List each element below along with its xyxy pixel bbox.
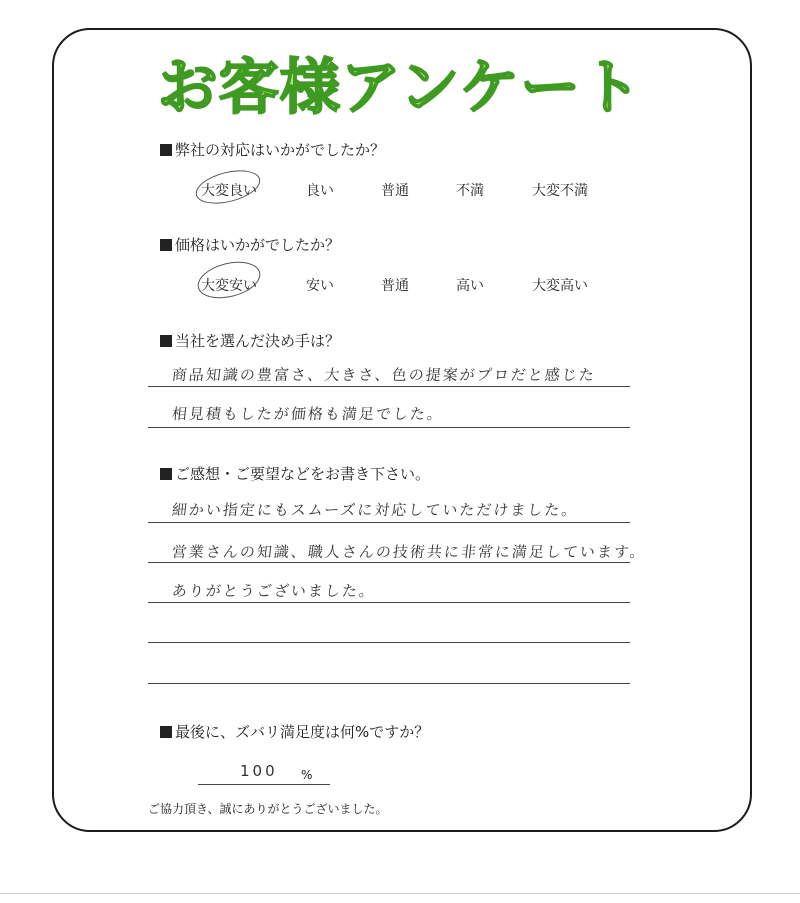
question-label: 弊社の対応はいかがでしたか？ bbox=[175, 141, 386, 159]
answer-rule bbox=[148, 522, 630, 523]
handwritten-answer-line: ありがとうございました。 bbox=[171, 582, 377, 600]
q2-option-3[interactable]: 普通 bbox=[381, 278, 409, 294]
closing-message: ご協力頂き、誠にありがとうございました。 bbox=[148, 802, 388, 816]
question-deciding-factor bbox=[160, 330, 340, 351]
bullet-square-icon bbox=[160, 726, 172, 738]
question-satisfaction bbox=[160, 139, 385, 160]
bullet-square-icon bbox=[160, 144, 172, 156]
question-label: 最後に、ズバリ満足度は何%ですか？ bbox=[175, 723, 430, 741]
question-satisfaction-percent bbox=[160, 721, 429, 742]
satisfaction-percent-value[interactable]: 100 bbox=[240, 762, 278, 780]
q2-option-1[interactable]: 大変安い bbox=[201, 278, 257, 294]
q2-option-2[interactable]: 安い bbox=[306, 278, 334, 294]
q1-option-5[interactable]: 大変不満 bbox=[532, 183, 588, 199]
handwritten-answer-line: 商品知識の豊富さ、大きさ、色の提案がプロだと感じた bbox=[171, 366, 597, 384]
q2-option-4[interactable]: 高い bbox=[456, 278, 484, 294]
handwritten-answer-line: 営業さんの知識、職人さんの技術共に非常に満足しています。 bbox=[171, 543, 648, 561]
q1-option-4[interactable]: 不満 bbox=[456, 183, 484, 199]
q2-option-5[interactable]: 大変高い bbox=[532, 278, 588, 294]
bullet-square-icon bbox=[160, 468, 172, 480]
answer-rule bbox=[148, 427, 630, 428]
survey-card bbox=[52, 28, 752, 832]
question-label: ご感想・ご要望などをお書き下さい。 bbox=[175, 465, 431, 483]
question-label: 当社を選んだ決め手は？ bbox=[175, 332, 341, 350]
answer-rule bbox=[148, 386, 630, 387]
answer-rule bbox=[148, 642, 630, 643]
q1-option-3[interactable]: 普通 bbox=[381, 183, 409, 199]
bullet-square-icon bbox=[160, 335, 172, 347]
bullet-square-icon bbox=[160, 239, 172, 251]
percent-underline bbox=[198, 784, 330, 785]
question-label: 価格はいかがでしたか？ bbox=[175, 236, 341, 254]
page-title: お客様アンケート bbox=[157, 53, 643, 123]
answer-rule bbox=[148, 562, 630, 563]
question-comments bbox=[160, 463, 430, 484]
percent-unit: % bbox=[301, 768, 313, 782]
handwritten-answer-line: 相見積もしたが価格も満足でした。 bbox=[171, 405, 445, 423]
q1-option-1[interactable]: 大変良い bbox=[201, 183, 257, 199]
handwritten-answer-line: 細かい指定にもスムーズに対応していただけました。 bbox=[171, 501, 580, 519]
question-price bbox=[160, 234, 340, 255]
answer-rule bbox=[148, 683, 630, 684]
q1-option-2[interactable]: 良い bbox=[306, 183, 334, 199]
answer-rule bbox=[148, 602, 630, 603]
scan-edge-line bbox=[0, 893, 800, 894]
